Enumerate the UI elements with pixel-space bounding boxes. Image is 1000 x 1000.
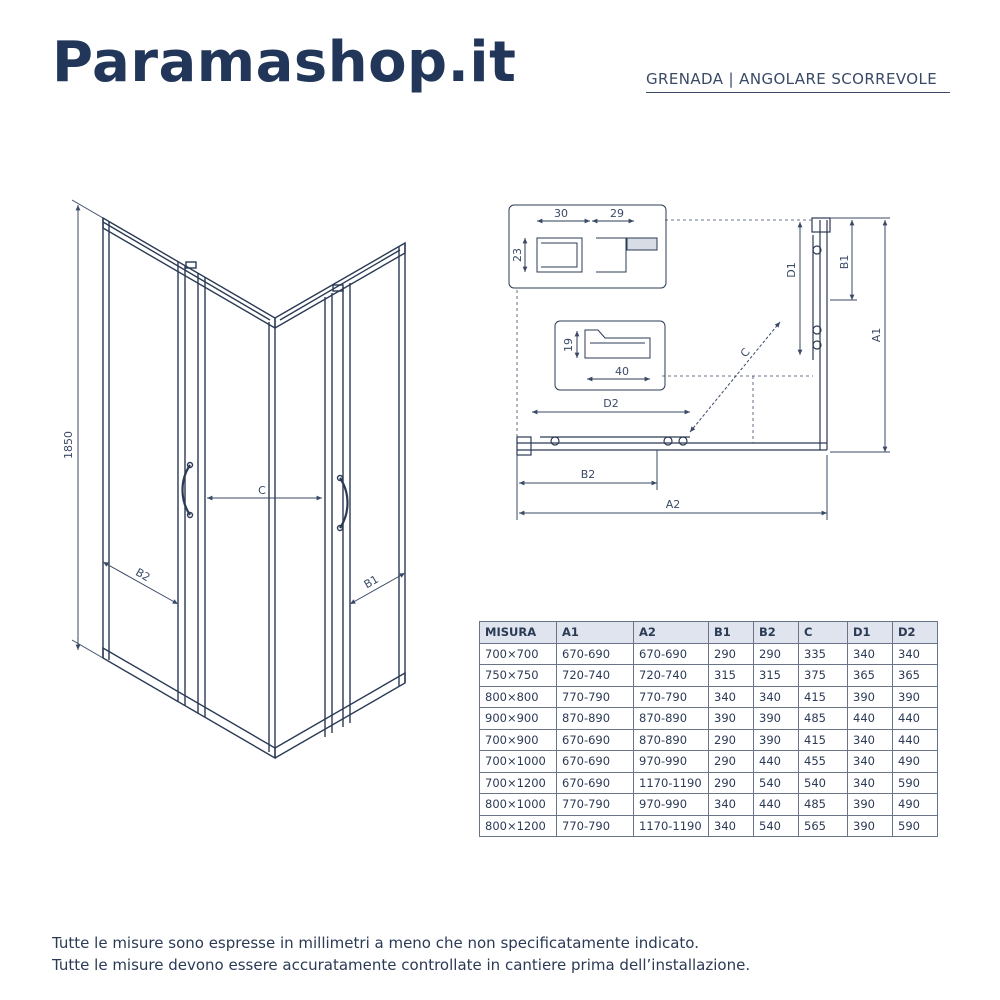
table-cell: 390	[754, 729, 799, 751]
table-cell: 540	[754, 815, 799, 837]
table-cell: 390	[848, 686, 893, 708]
profile-top-width2: 29	[610, 207, 624, 220]
d1-label: D1	[785, 262, 798, 278]
table-cell: 700×700	[480, 643, 557, 665]
table-cell: 770-790	[557, 815, 634, 837]
table-cell: 670-690	[557, 643, 634, 665]
profile-top-height: 23	[511, 248, 524, 262]
table-cell: 390	[848, 815, 893, 837]
table-cell: 1170-1190	[634, 815, 709, 837]
table-cell: 290	[754, 643, 799, 665]
table-cell: 390	[893, 686, 938, 708]
table-cell: 565	[799, 815, 848, 837]
table-cell: 800×1200	[480, 815, 557, 837]
plan-view	[517, 218, 830, 455]
table-cell: 390	[848, 794, 893, 816]
header-d1: D1	[848, 622, 893, 644]
table-cell: 670-690	[557, 729, 634, 751]
c-plan-label: C	[737, 345, 753, 360]
note-line-2: Tutte le misure devono essere accuratamente controllate in cantiere prima dell’installazione.	[52, 956, 751, 974]
table-row	[480, 708, 938, 730]
title-separator: |	[728, 70, 734, 88]
profile-detail-bottom	[555, 321, 665, 390]
table-cell: 700×1000	[480, 751, 557, 773]
table-cell: 365	[848, 665, 893, 687]
table-cell: 335	[799, 643, 848, 665]
b1-dimension-line	[350, 573, 405, 604]
table-cell: 720-740	[634, 665, 709, 687]
header-b1: B1	[709, 622, 754, 644]
table-cell: 315	[709, 665, 754, 687]
table-cell: 870-890	[557, 708, 634, 730]
table-cell: 340	[848, 751, 893, 773]
dimensions-table	[479, 621, 938, 837]
d2-label: D2	[603, 397, 619, 410]
table-row	[480, 686, 938, 708]
product-type: ANGOLARE SCORREVOLE	[739, 70, 938, 88]
table-cell: 720-740	[557, 665, 634, 687]
table-cell: 485	[799, 708, 848, 730]
table-cell: 340	[709, 794, 754, 816]
table-cell: 440	[754, 794, 799, 816]
table-cell: 415	[799, 729, 848, 751]
table-cell: 770-790	[634, 686, 709, 708]
table-row	[480, 794, 938, 816]
table-cell: 970-990	[634, 751, 709, 773]
table-cell: 440	[754, 751, 799, 773]
table-row	[480, 729, 938, 751]
table-cell: 490	[893, 751, 938, 773]
table-cell: 770-790	[557, 686, 634, 708]
table-cell: 390	[709, 708, 754, 730]
header-b2: B2	[754, 622, 799, 644]
table-cell: 290	[709, 751, 754, 773]
enclosure-perspective	[103, 218, 405, 758]
profile-detail-top	[509, 205, 666, 288]
plan-dimensions	[517, 218, 890, 520]
b2-plan-label: B2	[580, 468, 596, 481]
table-cell: 340	[848, 643, 893, 665]
table-cell: 340	[754, 686, 799, 708]
table-cell: 315	[754, 665, 799, 687]
header-misura: MISURA	[480, 622, 557, 644]
c-label: C	[258, 484, 266, 497]
header-a1: A1	[557, 622, 634, 644]
table-cell: 340	[709, 815, 754, 837]
product-name: GRENADA	[646, 70, 724, 88]
table-cell: 290	[709, 772, 754, 794]
table-row	[480, 815, 938, 837]
table-cell: 870-890	[634, 708, 709, 730]
table-cell: 290	[709, 643, 754, 665]
profile-bottom-height: 19	[562, 338, 575, 352]
table-cell: 540	[754, 772, 799, 794]
profile-top-width1: 30	[554, 207, 568, 220]
a1-label: A1	[870, 327, 883, 343]
table-cell: 340	[893, 643, 938, 665]
note-line-1: Tutte le misure sono espresse in millimetri a meno che non specificatamente indicato.	[52, 934, 699, 952]
table-row	[480, 643, 938, 665]
table-cell: 670-690	[557, 751, 634, 773]
table-cell: 540	[799, 772, 848, 794]
table-cell: 340	[848, 729, 893, 751]
table-cell: 415	[799, 686, 848, 708]
table-cell: 700×1200	[480, 772, 557, 794]
table-row	[480, 751, 938, 773]
table-cell: 340	[709, 686, 754, 708]
table-cell: 390	[754, 708, 799, 730]
table-cell: 375	[799, 665, 848, 687]
table-cell: 800×1000	[480, 794, 557, 816]
table-cell: 590	[893, 815, 938, 837]
table-cell: 590	[893, 772, 938, 794]
table-header-row	[480, 622, 938, 644]
height-label: 1850	[62, 431, 75, 459]
table-cell: 670-690	[557, 772, 634, 794]
table-cell: 340	[848, 772, 893, 794]
table-cell: 670-690	[634, 643, 709, 665]
header-d2: D2	[893, 622, 938, 644]
table-cell: 750×750	[480, 665, 557, 687]
brand-logo: Paramashop.it	[52, 30, 517, 95]
b1-plan-label: B1	[838, 254, 851, 270]
table-cell: 1170-1190	[634, 772, 709, 794]
height-dimension	[72, 200, 103, 658]
a2-label: A2	[665, 498, 681, 511]
table-cell: 700×900	[480, 729, 557, 751]
table-cell: 290	[709, 729, 754, 751]
table-cell: 440	[893, 708, 938, 730]
table-cell: 800×800	[480, 686, 557, 708]
table-cell: 365	[893, 665, 938, 687]
header-a2: A2	[634, 622, 709, 644]
table-row	[480, 772, 938, 794]
table-cell: 490	[893, 794, 938, 816]
b2-label: B2	[133, 565, 153, 585]
table-cell: 440	[893, 729, 938, 751]
table-cell: 900×900	[480, 708, 557, 730]
table-cell: 770-790	[557, 794, 634, 816]
table-cell: 455	[799, 751, 848, 773]
table-cell: 485	[799, 794, 848, 816]
header-c: C	[799, 622, 848, 644]
b1-label: B1	[361, 572, 381, 592]
profile-bottom-width: 40	[615, 365, 629, 378]
table-cell: 440	[848, 708, 893, 730]
footer-notes	[52, 932, 750, 976]
table-row	[480, 665, 938, 687]
table-cell: 970-990	[634, 794, 709, 816]
table-cell: 870-890	[634, 729, 709, 751]
